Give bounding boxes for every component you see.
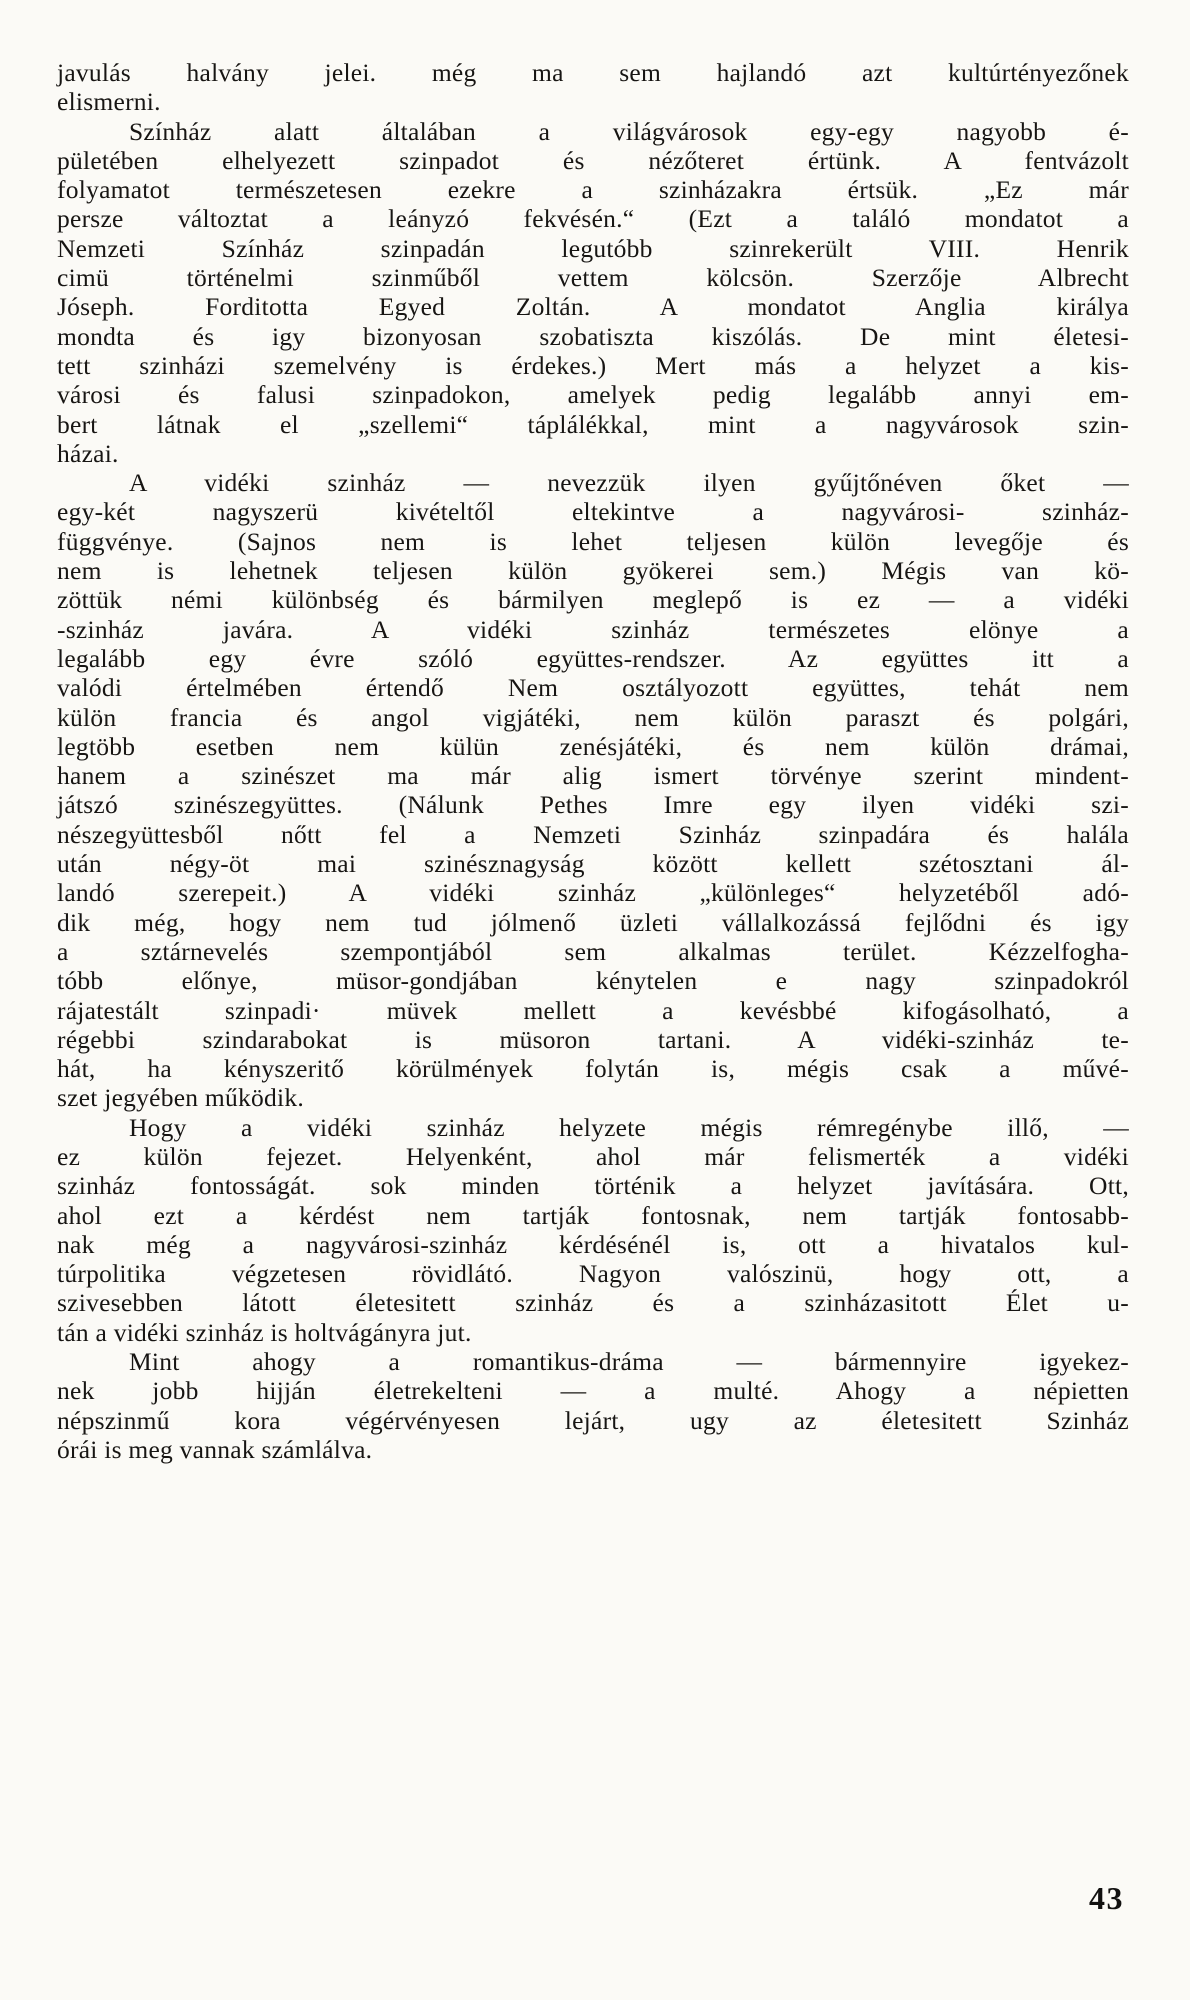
text-line: persze változtat a leányzó fekvésén.“ (Ezt a találó mondatot a bbox=[57, 204, 1129, 234]
paragraph bbox=[57, 117, 1129, 469]
text-line: egy-két nagyszerü kivételtől eltekintve a nagyvárosi- szinház- bbox=[57, 497, 1129, 527]
text-line: tán a vidéki szinház is holtvágányra jut. bbox=[57, 1317, 472, 1347]
text-line: tett szinházi szemelvény is érdekes.) Mert más a helyzet a kis- bbox=[57, 350, 1129, 380]
text-block bbox=[57, 58, 1129, 1464]
text-line: túrpolitika végzetesen rövidlátó. Nagyon valószinü, hogy ott, a bbox=[57, 1259, 1129, 1289]
text-line: régebbi szindarabokat is müsoron tartani. A vidéki-szinház te- bbox=[57, 1024, 1129, 1054]
text-line: Nemzeti Színház szinpadán legutóbb szinrekerült VIII. Henrik bbox=[57, 233, 1129, 263]
text-line: landó szerepeit.) A vidéki szinház „különleges“ helyzetéből adó- bbox=[57, 878, 1129, 908]
text-line: dik még, hogy nem tud jólmenő üzleti vállalkozássá fejlődni és igy bbox=[57, 907, 1129, 937]
page-number: 43 bbox=[1089, 1880, 1124, 1916]
text-line: nem is lehetnek teljesen külön gyökerei sem.) Mégis van kö- bbox=[57, 556, 1129, 586]
text-line: javulás halvány jelei. még ma sem hajlandó azt kultúrtényezőnek bbox=[57, 58, 1129, 87]
text-line: városi és falusi szinpadokon, amelyek pedig legalább annyi em- bbox=[57, 380, 1129, 410]
text-line: mondta és igy bizonyosan szobatiszta kiszólás. De mint életesi- bbox=[57, 321, 1129, 351]
text-line: legalább egy évre szóló együttes-rendszer. Az együttes itt a bbox=[57, 643, 1129, 673]
text-line: bert látnak el „szellemi“ táplálékkal, mint a nagyvárosok szin- bbox=[57, 409, 1129, 439]
text-line: valódi értelmében értendő Nem osztályozott együttes, tehát nem bbox=[57, 673, 1129, 703]
paragraph bbox=[57, 1113, 1129, 1347]
text-line: külön francia és angol vigjátéki, nem külön paraszt és polgári, bbox=[57, 702, 1129, 732]
text-line: A vidéki szinház — nevezzük ilyen gyűjtőnéven őket — bbox=[129, 468, 1129, 498]
text-line: nészegyüttesből nőtt fel a Nemzeti Szinház szinpadára és halála bbox=[57, 819, 1129, 849]
text-line: szinház fontosságát. sok minden történik a helyzet javítására. Ott, bbox=[57, 1171, 1129, 1201]
text-line: játszó szinészegyüttes. (Nálunk Pethes Imre egy ilyen vidéki szi- bbox=[57, 790, 1129, 820]
text-line: szivesebben látott életesitett szinház és a szinházasitott Élet u- bbox=[57, 1288, 1129, 1318]
text-line: hát, ha kényszeritő körülmények folytán is, mégis csak a művé- bbox=[57, 1054, 1129, 1084]
text-line: a sztárnevelés szempontjából sem alkalmas terület. Kézzelfogha- bbox=[57, 936, 1129, 966]
paragraph bbox=[57, 1347, 1129, 1464]
text-line: -szinház javára. A vidéki szinház természetes elönye a bbox=[57, 614, 1129, 644]
text-line: Jóseph. Forditotta Egyed Zoltán. A mondatot Anglia királya bbox=[57, 292, 1129, 322]
text-line: után négy-öt mai szinésznagyság között kellett szétosztani ál- bbox=[57, 849, 1129, 879]
text-line: legtöbb esetben nem külün zenésjátéki, és nem külön drámai, bbox=[57, 731, 1129, 761]
text-line: népszinmű kora végérvényesen lejárt, ugy az életesitett Szinház bbox=[57, 1405, 1129, 1435]
text-line: Mint ahogy a romantikus-dráma — bármennyire igyekez- bbox=[129, 1347, 1129, 1377]
text-line: házai. bbox=[57, 438, 119, 468]
text-line: ez külön fejezet. Helyenként, ahol már felismerték a vidéki bbox=[57, 1141, 1129, 1171]
text-line: folyamatot természetesen ezekre a szinházakra értsük. „Ez már bbox=[57, 175, 1129, 205]
text-line: szet jegyében működik. bbox=[57, 1083, 304, 1113]
text-line: Hogy a vidéki szinház helyzete mégis rémregénybe illő, — bbox=[129, 1112, 1129, 1142]
text-line: ahol ezt a kérdést nem tartják fontosnak, nem tartják fontosabb- bbox=[57, 1200, 1129, 1230]
text-line: nek jobb hijján életrekelteni — a multé. Ahogy a népietten bbox=[57, 1376, 1129, 1406]
text-line: Színház alatt általában a világvárosok egy-egy nagyobb é- bbox=[129, 116, 1129, 146]
text-line: rájatestált szinpadi· müvek mellett a kevésbbé kifogásolható, a bbox=[57, 995, 1129, 1025]
text-line: hanem a szinészet ma már alig ismert törvénye szerint mindent- bbox=[57, 761, 1129, 791]
paragraph bbox=[57, 58, 1129, 117]
paragraph bbox=[57, 468, 1129, 1113]
text-line: órái is meg vannak számlálva. bbox=[57, 1434, 373, 1464]
text-line: zöttük némi különbség és bármilyen meglepő is ez — a vidéki bbox=[57, 585, 1129, 615]
text-line: függvénye. (Sajnos nem is lehet teljesen külön levegője és bbox=[57, 526, 1129, 556]
text-line: pületében elhelyezett szinpadot és nézőteret értünk. A fentvázolt bbox=[57, 145, 1129, 175]
text-line: nak még a nagyvárosi-szinház kérdésénél is, ott a hivatalos kul- bbox=[57, 1229, 1129, 1259]
text-line: tóbb előnye, müsor-gondjában kénytelen e nagy szinpadokról bbox=[57, 966, 1129, 996]
text-line: cimü történelmi szinműből vettem kölcsön. Szerzője Albrecht bbox=[57, 263, 1129, 293]
text-line: elismerni. bbox=[57, 87, 161, 117]
